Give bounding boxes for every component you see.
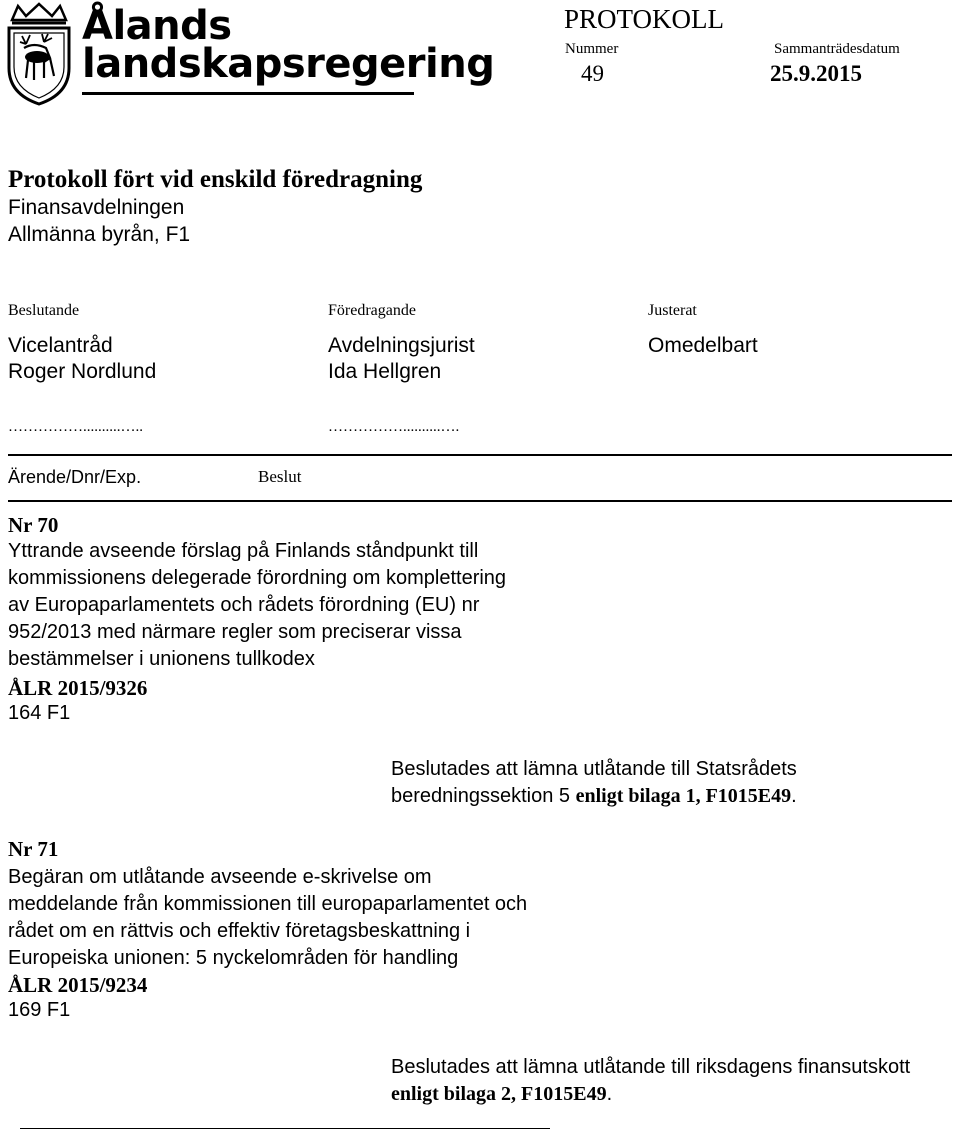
item-70-line-4: 952/2013 med närmare regler som preciserar vissa	[8, 621, 462, 643]
presenter-name: Ida Hellgren	[328, 360, 442, 383]
item-71-dnr: ÅLR 2015/9234	[8, 973, 148, 997]
item-70-decision-text: beredningssektion 5	[391, 785, 576, 807]
item-71-decision	[391, 1054, 910, 1108]
item-71-number: Nr 71	[8, 837, 59, 861]
checked-label: Justerat	[648, 302, 697, 319]
item-70-decision	[391, 756, 797, 810]
logo-line-2: landskapsregering	[82, 41, 495, 87]
document-type: PROTOKOLL	[564, 4, 725, 34]
number-label: Nummer	[565, 41, 619, 57]
protocol-number: 49	[581, 61, 604, 86]
date-label: Sammanträdesdatum	[774, 41, 900, 57]
item-70-decision-end: .	[791, 785, 797, 807]
meeting-date: 25.9.2015	[770, 61, 862, 86]
item-70-line-1: Yttrande avseende förslag på Finlands ståndpunkt till	[8, 540, 479, 562]
item-70-description	[8, 538, 506, 673]
item-71-decision-line-1: Beslutades att lämna utlåtande till riksdagens finansutskott	[391, 1056, 911, 1078]
item-71-line-3: rådet om en rättvis och effektiv företagsbeskattning i	[8, 920, 471, 942]
header-rule-top	[8, 454, 952, 456]
column-case-label: Ärende/Dnr/Exp.	[8, 467, 142, 487]
presenter-label: Föredragande	[328, 302, 416, 319]
department: Finansavdelningen	[8, 196, 185, 219]
decider-name: Roger Nordlund	[8, 360, 157, 383]
office: Allmänna byrån, F1	[8, 223, 191, 246]
signature-line-presenter: ……………..........….	[328, 419, 460, 435]
item-71-attachment-ref: enligt bilaga 2, F1015E49	[391, 1083, 607, 1105]
signature-line-decider: ……………..........…..	[8, 419, 143, 435]
aland-logo	[4, 2, 495, 106]
item-71-line-2: meddelande från kommissionen till europaparlamentet och	[8, 893, 528, 915]
checked-value: Omedelbart	[648, 334, 758, 357]
item-71-description	[8, 864, 527, 972]
coat-of-arms-icon	[4, 2, 74, 106]
logo-line-1: Ålands	[82, 3, 232, 49]
page-title: Protokoll fört vid enskild föredragning	[8, 166, 423, 193]
item-70-line-3: av Europaparlamentets och rådets förordning (EU) nr	[8, 594, 480, 616]
item-70-decision-line-1: Beslutades att lämna utlåtande till Statsrådets	[391, 758, 797, 780]
item-71-exp: 169 F1	[8, 999, 71, 1021]
item-71-line-1: Begäran om utlåtande avseende e-skrivelse om	[8, 866, 432, 888]
item-71-line-4: Europeiska unionen: 5 nyckelområden för handling	[8, 947, 459, 969]
item-70-decision-line-2	[391, 783, 797, 810]
item-71-decision-end: .	[606, 1083, 613, 1105]
presenter-title: Avdelningsjurist	[328, 334, 475, 357]
logo-underline	[82, 92, 414, 95]
header-rule-bottom	[8, 500, 952, 502]
item-70-line-5: bestämmelser i unionens tullkodex	[8, 648, 315, 670]
item-71-decision-line-2	[391, 1081, 910, 1108]
bottom-rule	[20, 1128, 550, 1129]
item-70-line-2: kommissionens delegerade förordning om komplettering	[8, 567, 507, 589]
item-70-number: Nr 70	[8, 513, 59, 537]
item-70-dnr: ÅLR 2015/9326	[8, 676, 148, 700]
decider-title: Vicelantråd	[8, 334, 113, 357]
decider-label: Beslutande	[8, 302, 80, 319]
item-70-attachment-ref: enligt bilaga 1, F1015E49	[575, 785, 792, 807]
item-70-exp: 164 F1	[8, 702, 71, 724]
column-decision-label: Beslut	[258, 467, 302, 486]
